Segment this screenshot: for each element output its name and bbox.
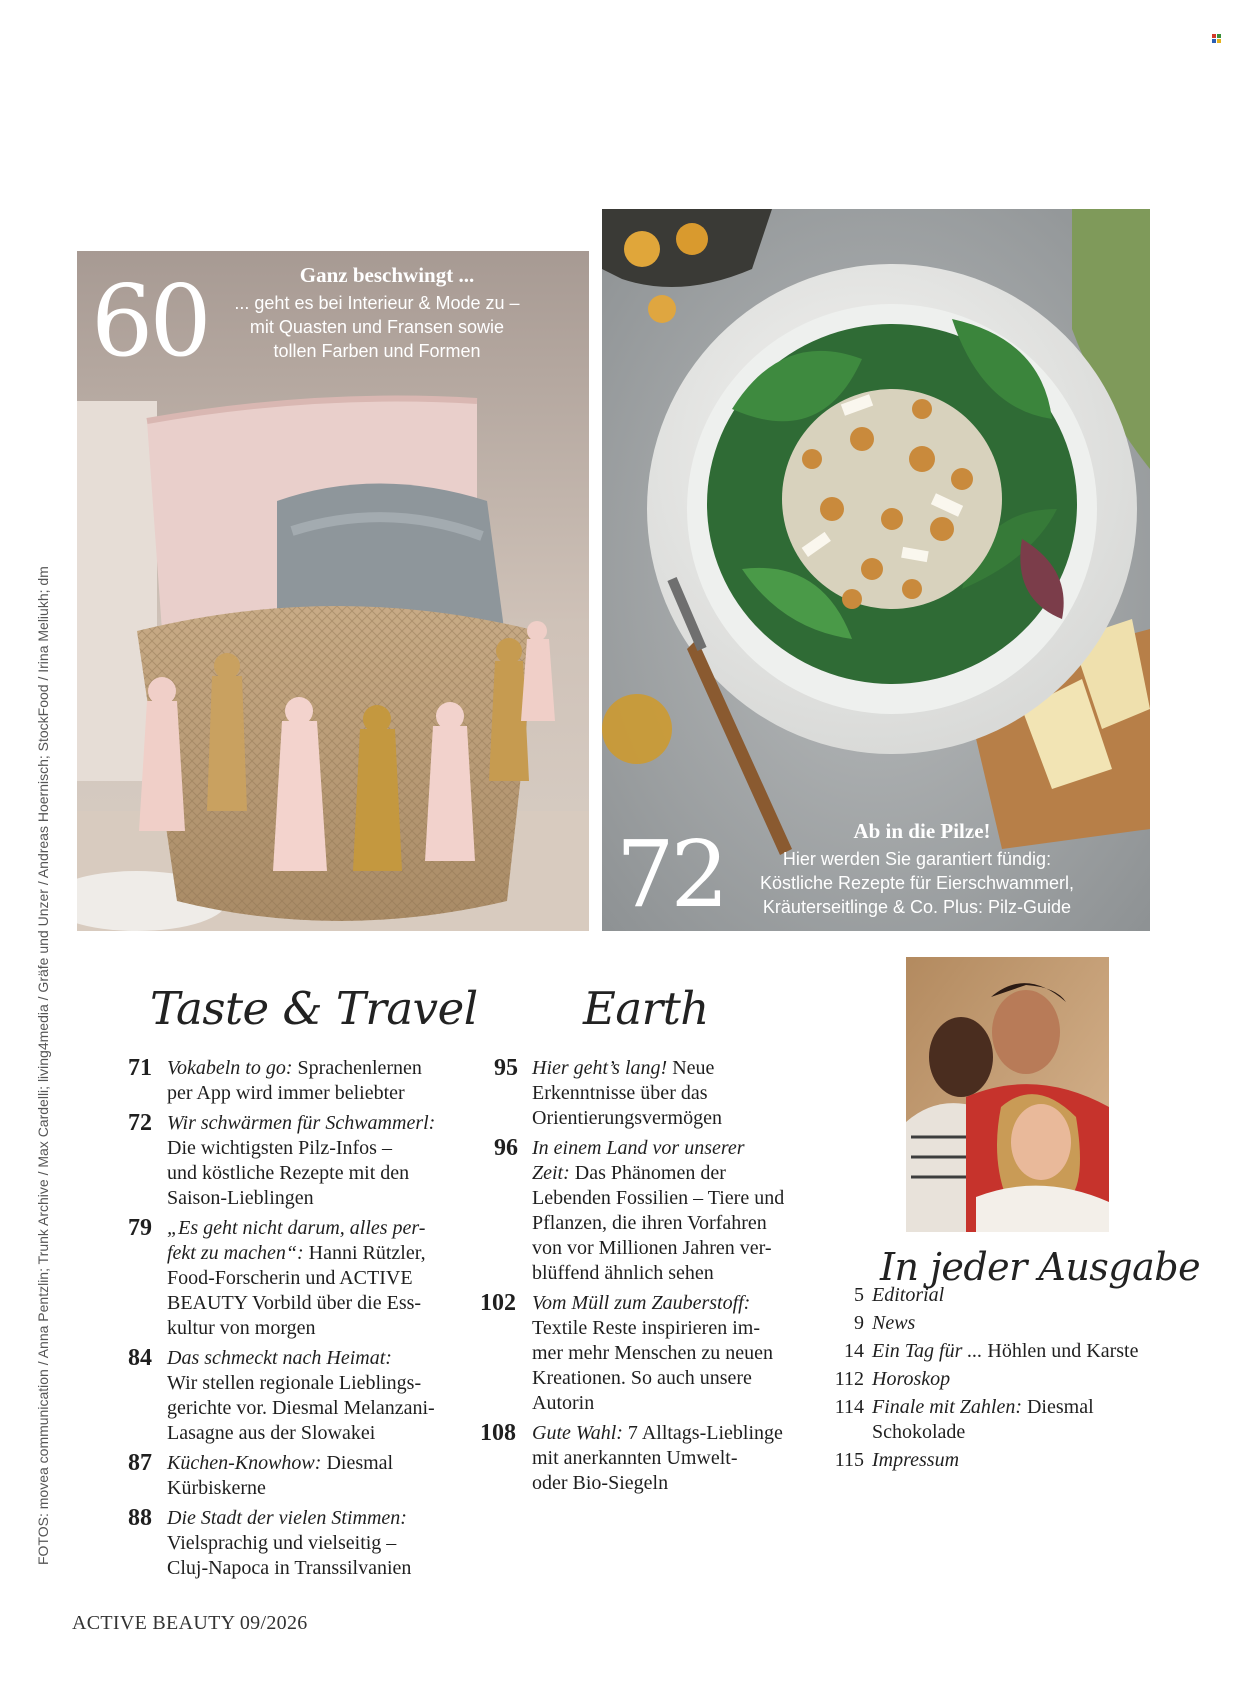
entry-text: mer mehr Menschen zu neuen	[532, 1342, 774, 1364]
page-number: 72	[128, 1110, 152, 1136]
toc-entry[interactable]	[480, 1136, 820, 1286]
toc-entry[interactable]	[830, 1283, 1210, 1308]
feature-title-food: Ab in die Pilze!	[853, 819, 991, 843]
entry-text: Autorin	[532, 1392, 595, 1414]
entry-lead: News	[872, 1312, 916, 1334]
entry-text: Textile Reste inspirieren im-	[532, 1317, 760, 1339]
entry-text: Höhlen und Karste	[982, 1340, 1139, 1362]
entry-lead: Ein Tag für ...	[872, 1340, 983, 1362]
entry-text: Diesmal	[321, 1452, 394, 1474]
entry-lead: Zeit:	[532, 1162, 570, 1184]
page-number: 79	[128, 1215, 152, 1241]
page-number: 112	[834, 1368, 864, 1390]
entry-text: Erkenntnisse über das	[532, 1082, 708, 1104]
teaser-line: mit Quasten und Fransen sowie	[249, 317, 505, 337]
toc-in-jeder-ausgabe	[830, 1283, 1210, 1476]
feature-number-72: 72	[616, 821, 726, 928]
entry-text: Neue	[667, 1057, 715, 1079]
magazine-footer: ACTIVE BEAUTY 09/2026	[72, 1612, 308, 1634]
toc-entry[interactable]	[830, 1311, 1210, 1336]
toc-taste-travel	[128, 1056, 468, 1586]
toc-entry[interactable]	[128, 1111, 468, 1211]
entry-text: Lebenden Fossilien – Tiere und	[532, 1187, 785, 1209]
page-number: 88	[128, 1505, 152, 1531]
entry-lead: Vom Müll zum Zauberstoff:	[532, 1292, 751, 1314]
entry-lead: fekt zu machen“:	[167, 1242, 304, 1264]
entry-text: per App wird immer beliebter	[167, 1082, 405, 1104]
entry-text: blüffend ähnlich sehen	[532, 1262, 714, 1284]
teaser-line: Kräuterseitlinge & Co. Plus: Pilz-Guide	[762, 897, 1072, 917]
entry-lead: „Es geht nicht darum, alles per-	[167, 1217, 426, 1239]
entry-text: Kürbiskerne	[167, 1477, 266, 1499]
entry-lead: In einem Land vor unserer	[532, 1137, 745, 1159]
entry-text: Die wichtigsten Pilz-Infos –	[167, 1137, 392, 1159]
toc-entry[interactable]	[128, 1346, 468, 1446]
entry-text: von vor Millionen Jahren ver-	[532, 1237, 772, 1259]
page-number: 108	[480, 1420, 516, 1446]
entry-text: Hanni Rützler,	[303, 1242, 426, 1264]
corner-logo-mark	[1212, 34, 1221, 43]
entry-text: BEAUTY Vorbild über die Ess-	[167, 1292, 422, 1314]
entry-text: gerichte vor. Diesmal Melanzani-	[167, 1397, 435, 1419]
entry-text: Lasagne aus der Slowakei	[167, 1422, 376, 1444]
page-number: 95	[494, 1055, 518, 1081]
page-number: 87	[128, 1450, 152, 1476]
entry-text: Sprachenlernen	[292, 1057, 422, 1079]
entry-lead: Finale mit Zahlen:	[872, 1396, 1022, 1418]
page-number: 114	[834, 1396, 864, 1418]
entry-text: Kreationen. So auch unsere	[532, 1367, 752, 1389]
entry-lead: Die Stadt der vielen Stimmen:	[167, 1507, 407, 1529]
entry-text: kultur von morgen	[167, 1317, 316, 1339]
page-number: 84	[128, 1345, 152, 1371]
photo-credit: FOTOS: movea communication / Anna Pentzlin; Trunk Archive / Max Cardelli; living4media / Gräfe und Unzer / Andreas Hoernisch; StockFood / Irina Meliukh; dm	[35, 566, 51, 1565]
toc-earth	[480, 1056, 820, 1501]
entry-text: Wir stellen regionale Lieblings-	[167, 1372, 422, 1394]
toc-entry[interactable]	[128, 1216, 468, 1341]
entry-text: Schokolade	[872, 1421, 966, 1443]
entry-text: 7 Alltags-Lieblinge	[622, 1422, 783, 1444]
interior-basket-photo	[77, 251, 589, 931]
page-number: 14	[844, 1340, 864, 1362]
entry-lead: Editorial	[872, 1284, 945, 1306]
entry-lead: Horoskop	[872, 1368, 951, 1390]
entry-text: Vielsprachig und vielseitig –	[167, 1532, 397, 1554]
entry-lead: Wir schwärmen für Schwammerl:	[167, 1112, 436, 1134]
heading-taste-travel: Taste & Travel	[150, 982, 478, 1035]
entry-text: Saison-Lieblingen	[167, 1187, 314, 1209]
feature-teaser-interior	[207, 291, 547, 363]
page-number: 115	[834, 1449, 864, 1471]
page-number: 102	[480, 1290, 516, 1316]
toc-entry[interactable]	[830, 1448, 1210, 1473]
entry-lead: Vokabeln to go:	[167, 1057, 293, 1079]
page-number: 71	[128, 1055, 152, 1081]
entry-text: und köstliche Rezepte mit den	[167, 1162, 410, 1184]
toc-entry[interactable]	[480, 1056, 820, 1131]
entry-lead: Gute Wahl:	[532, 1422, 623, 1444]
entry-text: oder Bio-Siegeln	[532, 1472, 669, 1494]
entry-lead: Das schmeckt nach Heimat:	[167, 1347, 392, 1369]
teaser-line: Hier werden Sie garantiert fündig:	[782, 849, 1052, 869]
toc-entry[interactable]	[480, 1291, 820, 1416]
entry-text: Diesmal	[1021, 1396, 1094, 1418]
toc-entry[interactable]	[128, 1056, 468, 1106]
entry-text: Cluj-Napoca in Transsilvanien	[167, 1557, 412, 1579]
page-number: 9	[854, 1312, 864, 1334]
toc-entry[interactable]	[830, 1339, 1210, 1364]
entry-text: Food-Forscherin und ACTIVE	[167, 1267, 413, 1289]
toc-entry[interactable]	[830, 1395, 1210, 1445]
feature-number-60: 60	[91, 265, 208, 379]
teaser-line: tollen Farben und Formen	[273, 341, 481, 361]
toc-entry[interactable]	[128, 1451, 468, 1501]
entry-text: mit anerkannten Umwelt-	[532, 1447, 738, 1469]
entry-text: Orientierungsvermögen	[532, 1107, 722, 1129]
toc-entry[interactable]	[830, 1367, 1210, 1392]
toc-entry[interactable]	[480, 1421, 820, 1496]
feature-teaser-food	[712, 847, 1122, 919]
entry-lead: Hier geht’s lang!	[532, 1057, 668, 1079]
mushroom-salad-photo	[602, 209, 1150, 931]
page-number: 96	[494, 1135, 518, 1161]
feature-title-interior: Ganz beschwingt ...	[299, 263, 475, 287]
heading-earth: Earth	[583, 982, 709, 1035]
teaser-line: Köstliche Rezepte für Eierschwammerl,	[759, 873, 1075, 893]
page-number: 5	[854, 1284, 864, 1306]
entry-lead: Impressum	[872, 1449, 960, 1471]
entry-text: Das Phänomen der	[569, 1162, 726, 1184]
teaser-line: ... geht es bei Interieur & Mode zu –	[234, 293, 520, 313]
entry-text: Pflanzen, die ihren Vorfahren	[532, 1212, 767, 1234]
toc-entry[interactable]	[128, 1506, 468, 1581]
heading-in-jeder-ausgabe: In jeder Ausgabe	[880, 1245, 1201, 1289]
entry-lead: Küchen-Knowhow:	[167, 1452, 322, 1474]
three-women-photo	[906, 957, 1109, 1232]
